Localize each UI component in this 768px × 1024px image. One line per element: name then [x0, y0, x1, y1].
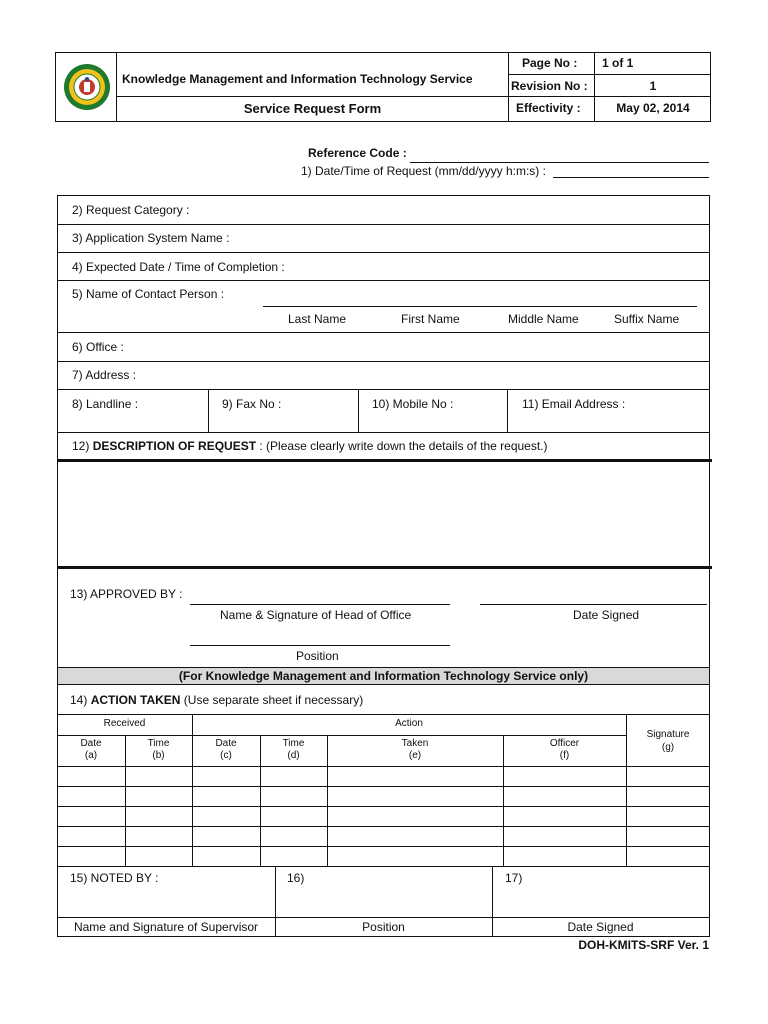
- address-label: 7) Address :: [72, 368, 137, 382]
- suffix-name-caption: Suffix Name: [614, 312, 680, 326]
- middle-name-caption: Middle Name: [508, 312, 579, 326]
- supervisor-signature-caption: Name and Signature of Supervisor: [73, 920, 259, 934]
- supervisor-signature-field[interactable]: [60, 886, 273, 915]
- row-divider: [57, 432, 710, 433]
- header-divider: [508, 52, 509, 122]
- item-17-label: 17): [505, 871, 523, 885]
- row-divider: [57, 252, 710, 253]
- address-field[interactable]: [144, 364, 705, 387]
- cell-divider: [208, 389, 209, 432]
- action-right-border: [709, 685, 710, 937]
- table-row: [57, 826, 710, 827]
- application-system-label: 3) Application System Name :: [72, 231, 230, 245]
- col-action-date-sub: (c): [220, 750, 232, 761]
- table-row: [57, 806, 710, 807]
- table-border: [192, 735, 626, 736]
- mobile-label: 10) Mobile No :: [372, 397, 454, 411]
- col-received-time: Time: [147, 738, 170, 749]
- item-16-label: 16): [287, 871, 305, 885]
- col-received-date-sub: (a): [84, 750, 98, 761]
- landline-field[interactable]: [140, 392, 206, 430]
- form-title: Service Request Form: [243, 101, 382, 116]
- action-taken-title: 14) ACTION TAKEN (Use separate sheet if necessary): [70, 693, 364, 707]
- col-received-time-sub: (b): [152, 750, 165, 761]
- contact-person-field[interactable]: [263, 306, 697, 307]
- reference-code-label: Reference Code :: [308, 146, 407, 160]
- row-divider: [57, 389, 710, 390]
- form-code: DOH-KMITS-SRF Ver. 1: [578, 938, 709, 952]
- action-header: Action: [395, 718, 423, 729]
- description-bottom-border: [57, 566, 712, 569]
- approval-date-field[interactable]: [480, 604, 707, 605]
- row-divider: [57, 332, 710, 333]
- email-field[interactable]: [632, 392, 707, 430]
- application-system-field[interactable]: [240, 227, 705, 250]
- table-border: [57, 766, 710, 767]
- head-signature-field[interactable]: [190, 604, 450, 605]
- revision-no-value: 1: [649, 79, 657, 93]
- description-textarea[interactable]: [60, 464, 708, 564]
- cell-divider: [507, 389, 508, 432]
- table-border: [57, 714, 710, 715]
- kmits-only-text: (For Knowledge Management and Information Technology Service only): [178, 669, 589, 683]
- doh-seal-logo: [62, 57, 112, 117]
- request-category-label: 2) Request Category :: [72, 203, 190, 217]
- supervisor-date-caption: Date Signed: [567, 920, 634, 934]
- fax-field[interactable]: [288, 392, 356, 430]
- col-action-time: Time: [282, 738, 305, 749]
- signature-header: Signature: [646, 729, 690, 740]
- header-divider: [116, 96, 508, 97]
- header-divider: [508, 96, 711, 97]
- signature-sub-header: (g): [661, 742, 675, 753]
- col-received-date: Date: [80, 738, 102, 749]
- first-name-caption: First Name: [401, 312, 460, 326]
- position-field[interactable]: [190, 645, 450, 646]
- request-category-field[interactable]: [200, 198, 705, 222]
- row-divider: [57, 361, 710, 362]
- supervisor-position-field[interactable]: [278, 886, 490, 915]
- table-col-divider: [192, 714, 193, 866]
- action-taken-heading: ACTION TAKEN: [90, 693, 181, 707]
- table-row: [57, 846, 710, 847]
- head-signature-caption: Name & Signature of Head of Office: [220, 608, 412, 622]
- revision-no-label: Revision No :: [511, 79, 588, 93]
- header-divider: [508, 74, 711, 75]
- col-action-taken-sub: (e): [408, 750, 422, 761]
- office-field[interactable]: [132, 335, 705, 359]
- col-action-taken: Taken: [401, 738, 429, 749]
- organization-name: Knowledge Management and Information Technology Service: [122, 72, 473, 86]
- contact-person-label: 5) Name of Contact Person :: [72, 287, 225, 301]
- expected-date-label: 4) Expected Date / Time of Completion :: [72, 260, 285, 274]
- approval-left-border: [57, 569, 58, 667]
- col-action-time-sub: (d): [287, 750, 300, 761]
- position-caption: Position: [296, 649, 339, 663]
- description-top-border: [57, 459, 712, 462]
- email-label: 11) Email Address :: [522, 397, 626, 411]
- description-label: 12) DESCRIPTION OF REQUEST : (Please clearly write down the details of the request.): [72, 439, 548, 453]
- expected-date-field[interactable]: [298, 255, 705, 278]
- page-no-label: Page No :: [522, 56, 578, 70]
- last-name-caption: Last Name: [288, 312, 347, 326]
- noted-divider: [57, 917, 710, 918]
- fax-label: 9) Fax No :: [222, 397, 282, 411]
- date-signed-caption: Date Signed: [573, 608, 640, 622]
- effectivity-value: May 02, 2014: [616, 101, 690, 115]
- table-row: [57, 866, 710, 867]
- table-row: [57, 786, 710, 787]
- mobile-field[interactable]: [460, 392, 505, 430]
- reference-code-field[interactable]: [410, 162, 709, 163]
- col-officer-sub: (f): [559, 750, 570, 761]
- row-divider: [57, 280, 710, 281]
- row-divider: [57, 224, 710, 225]
- col-action-date: Date: [215, 738, 237, 749]
- page-no-value: 1 of 1: [602, 56, 634, 70]
- noted-by-label: 15) NOTED BY :: [70, 871, 159, 885]
- cell-divider: [358, 389, 359, 432]
- supervisor-date-field[interactable]: [495, 886, 707, 915]
- effectivity-label: Effectivity :: [516, 101, 581, 115]
- noted-bottom-border: [57, 936, 710, 937]
- office-label: 6) Office :: [72, 340, 124, 354]
- request-datetime-label: 1) Date/Time of Request (mm/dd/yyyy h:m:s) :: [301, 164, 546, 178]
- col-officer: Officer: [549, 738, 580, 749]
- received-header: Received: [103, 718, 146, 729]
- landline-label: 8) Landline :: [72, 397, 139, 411]
- supervisor-position-caption: Position: [362, 920, 405, 934]
- approved-by-label: 13) APPROVED BY :: [70, 587, 183, 601]
- request-datetime-field[interactable]: [553, 177, 709, 178]
- description-heading: DESCRIPTION OF REQUEST: [92, 439, 257, 453]
- approval-right-border: [709, 569, 710, 667]
